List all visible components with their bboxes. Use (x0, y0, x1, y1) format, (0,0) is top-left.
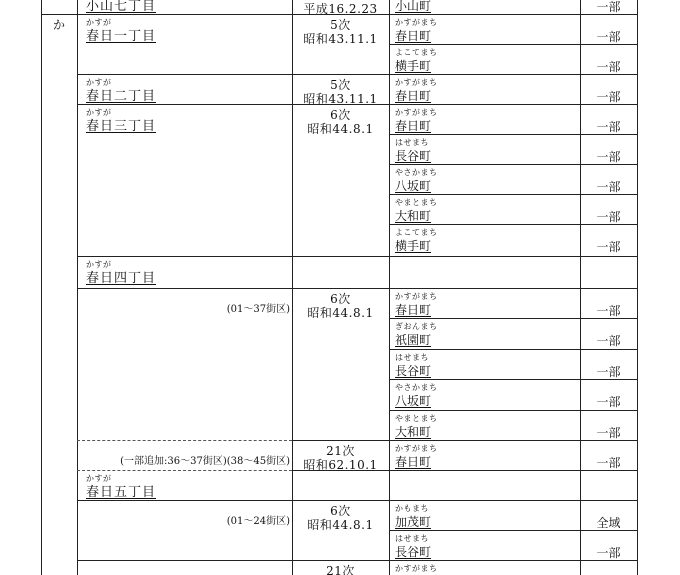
row-divider-dashed (77, 440, 292, 441)
row-divider (77, 560, 637, 561)
extent-subrow-divider (580, 530, 637, 531)
former-town-name: 大和町 (395, 209, 432, 223)
former-town-name: 春日町 (395, 455, 432, 469)
former-town-ruby: かすがまち (395, 444, 438, 453)
row-divider (77, 104, 637, 105)
town-subrow-divider (389, 379, 580, 380)
former-town-name: 八坂町 (395, 394, 432, 409)
affected-extent: 一部 (596, 120, 621, 134)
district-name: 春日五丁目 (86, 485, 157, 500)
update-number: 6次 (330, 108, 351, 122)
district-name: 春日二丁目 (86, 89, 157, 104)
former-town-name: 祇園町 (395, 333, 432, 348)
block-range-note: (一部追加:36～37街区)(38～45街区) (120, 456, 290, 467)
row-divider (77, 288, 637, 289)
former-town-ruby: かすがまち (395, 564, 438, 573)
town-subrow-divider (389, 44, 580, 45)
district-name-ruby: かすが (86, 18, 112, 27)
town-subrow-divider (389, 224, 580, 225)
district-name-ruby: かすが (86, 78, 112, 87)
former-town-ruby: はせまち (395, 352, 429, 362)
affected-extent: 一部 (596, 304, 621, 318)
extent-subrow-divider (580, 410, 637, 411)
update-number: 21次 (326, 444, 355, 458)
extent-subrow-divider (580, 349, 637, 350)
former-town-ruby: かもまち (395, 504, 429, 513)
extent-subrow-divider (580, 318, 637, 319)
update-number: 6次 (330, 292, 351, 306)
former-town-name: 小山町 (395, 0, 432, 13)
update-date: 昭和43.11.1 (303, 32, 378, 46)
extent-subrow-divider (580, 134, 637, 135)
affected-extent: 一部 (596, 456, 621, 470)
extent-subrow-divider (580, 194, 637, 195)
update-number: 6次 (330, 504, 351, 518)
affected-extent: 一部 (596, 150, 621, 164)
block-range-note: (01～24街区) (226, 516, 290, 527)
affected-extent: 一部 (596, 180, 621, 194)
district-name: 春日四丁目 (86, 271, 157, 286)
affected-extent: 一部 (596, 425, 621, 440)
former-town-name: 春日町 (395, 29, 432, 43)
affected-extent: 一部 (596, 364, 621, 379)
former-town-name: 八坂町 (395, 179, 432, 193)
affected-extent: 一部 (596, 546, 621, 560)
district-name-ruby: かすが (86, 260, 112, 269)
row-divider (77, 256, 637, 257)
row-divider-dashed (77, 470, 292, 471)
district-name: 小山七丁目 (86, 0, 157, 14)
update-number: 5次 (330, 78, 351, 92)
district-name: 春日一丁目 (86, 29, 157, 44)
update-date: 昭和44.8.1 (307, 306, 374, 320)
town-subrow-divider (389, 530, 580, 531)
former-town-ruby: よこてまち (395, 228, 438, 237)
update-date: 昭和43.11.1 (303, 92, 378, 106)
row-divider (77, 14, 637, 15)
affected-extent: 全域 (596, 516, 621, 530)
former-town-ruby: ぎおんまち (395, 322, 438, 332)
extent-subrow-divider (580, 164, 637, 165)
former-town-name: 加茂町 (395, 515, 432, 529)
former-town-name: 長谷町 (395, 149, 432, 163)
kana-index-label: か (53, 18, 66, 32)
town-subrow-divider (389, 318, 580, 319)
former-town-name: 横手町 (395, 239, 432, 253)
update-date: 昭和44.8.1 (307, 122, 374, 136)
town-subrow-divider (389, 349, 580, 350)
block-range-note: (01～37街区) (226, 304, 290, 315)
district-name-ruby: かすが (86, 474, 112, 483)
former-town-ruby: よこてまち (395, 48, 438, 57)
update-date: 昭和44.8.1 (307, 518, 374, 532)
former-town-ruby: はせまち (395, 534, 429, 543)
former-town-name: 春日町 (395, 303, 432, 317)
former-town-ruby: かすがまち (395, 292, 438, 301)
update-number: 5次 (330, 18, 351, 32)
former-town-ruby: やまとまち (395, 413, 438, 423)
district-name: 春日三丁目 (86, 119, 157, 134)
update-number: 21次 (326, 564, 355, 575)
former-town-name: 春日町 (395, 119, 432, 133)
table-border-left (41, 0, 42, 575)
affected-extent: 一部 (596, 0, 621, 14)
row-divider (292, 440, 637, 441)
town-subrow-divider (389, 194, 580, 195)
affected-extent: 一部 (596, 210, 621, 224)
row-divider (77, 74, 637, 75)
row-divider (292, 470, 637, 471)
town-subrow-divider (389, 164, 580, 165)
former-town-name: 横手町 (395, 59, 432, 73)
former-town-ruby: かすがまち (395, 108, 438, 117)
extent-subrow-divider (580, 224, 637, 225)
affected-extent: 一部 (596, 395, 621, 410)
former-town-name: 長谷町 (395, 363, 432, 378)
former-town-ruby: かすがまち (395, 78, 438, 87)
affected-extent: 一部 (596, 240, 621, 254)
former-town-name: 大和町 (395, 424, 432, 439)
former-town-name: 長谷町 (395, 545, 432, 559)
affected-extent: 一部 (596, 30, 621, 44)
district-name-ruby: かすが (86, 108, 112, 117)
affected-extent: 一部 (596, 60, 621, 74)
affected-extent: 一部 (596, 334, 621, 349)
former-town-name: 春日町 (395, 89, 432, 103)
update-date: 昭和62.10.1 (303, 458, 378, 472)
former-town-ruby: かすがまち (395, 18, 438, 27)
former-town-ruby: やさかまち (395, 168, 438, 177)
extent-subrow-divider (580, 44, 637, 45)
extent-subrow-divider (580, 379, 637, 380)
table-border-right (637, 0, 638, 575)
former-town-ruby: やさかまち (395, 383, 438, 393)
town-subrow-divider (389, 410, 580, 411)
town-subrow-divider (389, 134, 580, 135)
former-town-ruby: やまとまち (395, 198, 438, 207)
former-town-ruby: はせまち (395, 138, 429, 147)
row-divider (77, 500, 637, 501)
affected-extent: 一部 (596, 90, 621, 104)
update-date: 平成16.2.23 (303, 2, 378, 16)
